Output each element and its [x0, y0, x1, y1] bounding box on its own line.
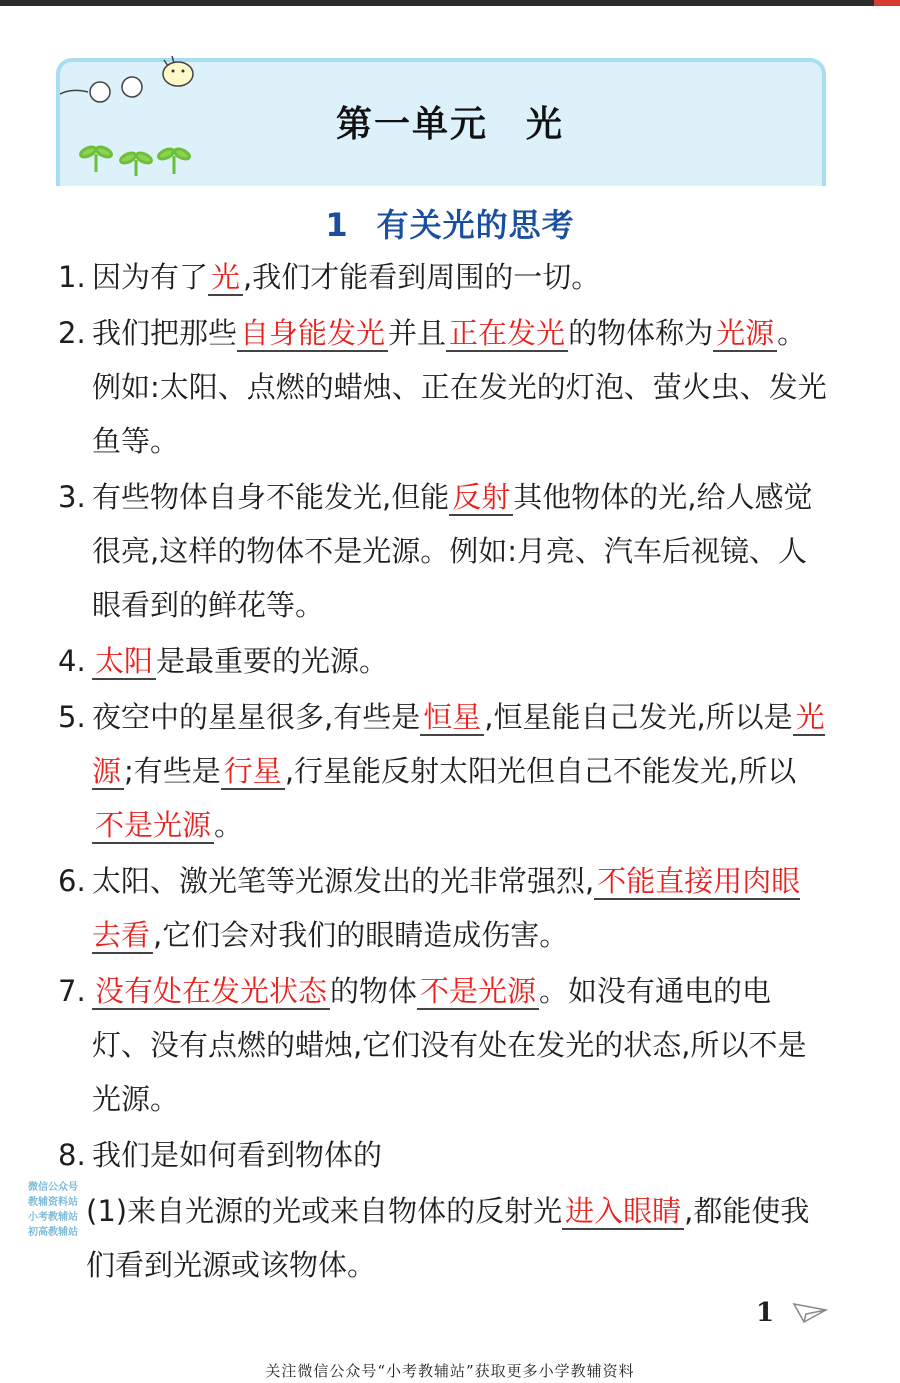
item-number: 7.	[58, 974, 86, 1008]
list-item	[58, 470, 828, 632]
lesson-title	[0, 200, 900, 246]
answer-fill: 没有处在发光状态	[92, 974, 330, 1010]
answer-fill: 光源	[92, 700, 825, 788]
text-run: 因为有了	[92, 260, 209, 294]
text-run: 我们是如何看到物体的	[92, 1138, 383, 1172]
answer-fill: 太阳	[92, 644, 156, 680]
lesson-number: 1	[325, 206, 349, 244]
list-item	[58, 1128, 828, 1182]
answer-fill: 反射	[449, 480, 513, 516]
item-number: 4.	[58, 644, 86, 678]
top-edge	[0, 0, 900, 6]
text-run: 我们把那些	[92, 316, 238, 350]
text-run: 的物体	[330, 974, 418, 1008]
answer-fill: 光	[208, 260, 243, 296]
list-item	[58, 250, 828, 304]
text-run: ,我们才能看到周围的一切。	[243, 260, 601, 294]
answer-fill: 恒星	[420, 700, 484, 736]
answer-fill: 不是光源	[417, 974, 539, 1010]
watermark-line: 初高教辅站	[28, 1227, 78, 1238]
text-run: ,它们会对我们的眼睛造成伤害。	[153, 918, 569, 952]
watermark-line: 教辅资料站	[28, 1197, 78, 1208]
text-run: ,恒星能自己发光,所以是	[484, 700, 793, 734]
list-item	[58, 634, 828, 688]
list-item	[58, 306, 828, 468]
paper-plane-icon	[792, 1300, 828, 1324]
content-list	[58, 250, 828, 1292]
answer-fill: 正在发光	[446, 316, 568, 352]
text-run: 。如没有通电的电灯、没有点燃的蜡烛,它们没有处在发光的状态,所以不是光源。	[92, 974, 807, 1116]
text-run: ;有些是	[124, 754, 221, 788]
item-number: 2.	[58, 316, 86, 350]
text-run: 是最重要的光源。	[156, 644, 389, 678]
text-run: 的物体称为	[568, 316, 714, 350]
answer-fill: 光源	[713, 316, 777, 352]
text-run: 其他物体的光,给人感觉很亮,这样的物体不是光源。例如:月亮、汽车后视镜、人眼看到的鲜花等。	[92, 480, 813, 622]
item-number: 8.	[58, 1138, 86, 1172]
item-number: 3.	[58, 480, 86, 514]
unit-title: 第一单元 光	[335, 104, 564, 145]
text-run: (1)来自光源的光或来自物体的反射光	[86, 1194, 563, 1228]
list-item	[58, 690, 828, 852]
watermark-line: 小考教辅站	[28, 1212, 78, 1223]
watermark-line: 微信公众号	[28, 1182, 78, 1193]
text-run: ,行星能反射太阳光但自己不能发光,所以	[284, 754, 797, 788]
sub-item	[58, 1184, 828, 1292]
list-item	[58, 964, 828, 1126]
answer-fill: 自身能发光	[237, 316, 388, 352]
text-run: 有些物体自身不能发光,但能	[92, 480, 450, 514]
item-number: 5.	[58, 700, 86, 734]
item-number: 6.	[58, 864, 86, 898]
text-run: 太阳、激光笔等光源发出的光非常强烈,	[92, 864, 595, 898]
footer-note: 关注微信公众号“小考教辅站”获取更多小学教辅资料	[265, 1362, 635, 1380]
item-number: 1.	[58, 260, 86, 294]
watermark-stamp	[28, 1180, 102, 1240]
answer-fill: 不能直接用肉眼去看	[92, 864, 801, 952]
text-run: 夜空中的星星很多,有些是	[92, 700, 421, 734]
page-number: 1	[756, 1298, 775, 1328]
answer-fill: 不是光源	[92, 808, 214, 844]
answer-fill: 进入眼睛	[562, 1194, 684, 1230]
list-item	[58, 854, 828, 962]
text-run: 并且	[388, 316, 447, 350]
answer-fill: 行星	[221, 754, 285, 790]
text-run: ,都能使我们看到光源或该物体。	[86, 1194, 810, 1282]
text-run: 。例如:太阳、点燃的蜡烛、正在发光的灯泡、萤火虫、发光鱼等。	[92, 316, 827, 458]
lesson-name: 有关光的思考	[376, 206, 575, 244]
text-run: 。	[214, 808, 244, 842]
